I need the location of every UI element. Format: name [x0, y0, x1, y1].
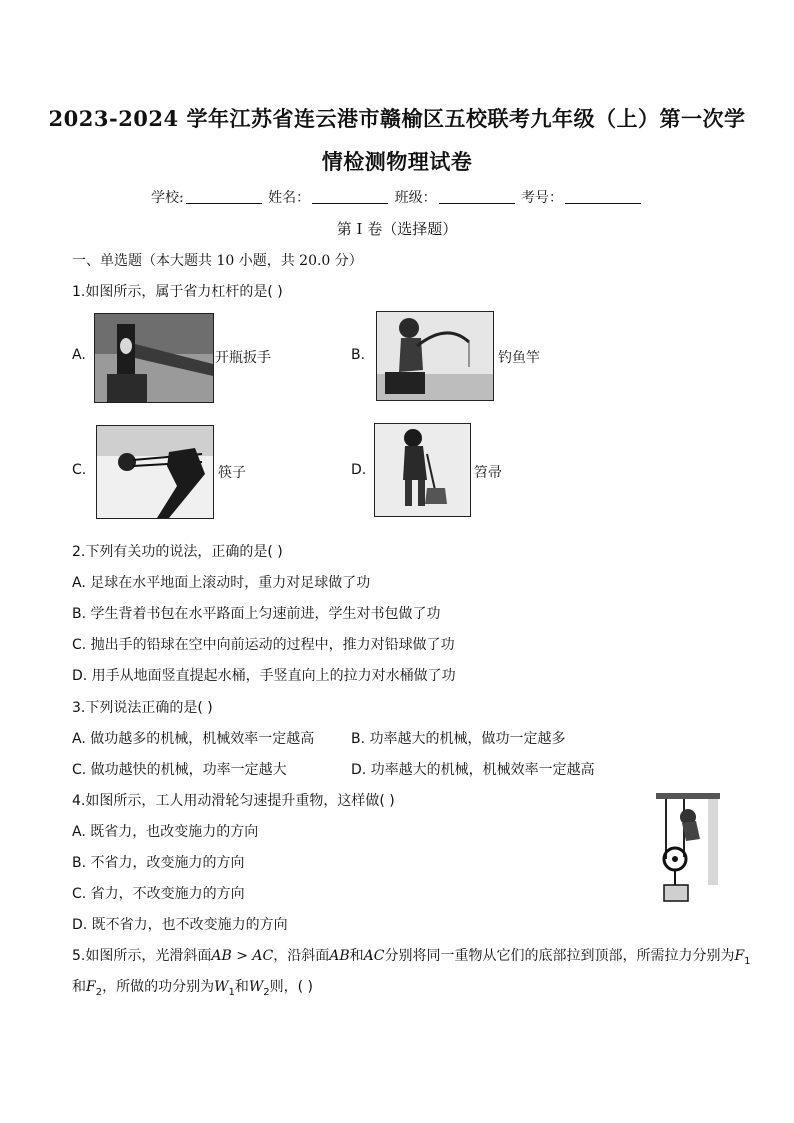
volume-heading: 第 I 卷（选择题）	[336, 220, 458, 238]
exam-title-line-2: 情检测物理试卷	[321, 149, 473, 174]
question-1-stem: 1.如图所示，属于省力杠杆的是( )	[72, 284, 283, 300]
q5-ab-gt-ac: AB > AC	[211, 948, 274, 964]
question-3-stem: 3.下列说法正确的是( )	[72, 700, 213, 716]
q5-text-5: 和	[72, 979, 86, 995]
q5-f2-sub: 2	[95, 986, 103, 998]
q5-w1: W	[214, 979, 229, 995]
name-label: 姓名：	[268, 190, 311, 206]
section-heading: 一、单选题（本大题共 10 小题，共 20.0 分）	[72, 253, 363, 269]
q1-option-d-caption: 笤帚	[474, 465, 502, 481]
q5-text-6: ，所做的功分别为	[102, 979, 215, 995]
q1-option-d-letter[interactable]: D.	[351, 462, 367, 478]
q4-option-c[interactable]: C. 省力，不改变施力的方向	[72, 886, 245, 902]
fishing-rod-photo	[376, 311, 494, 401]
chopsticks-photo	[96, 425, 214, 519]
q5-text-1: 5.如图所示，光滑斜面	[72, 948, 212, 964]
exam-number-blank[interactable]	[565, 191, 641, 204]
q3-option-c[interactable]: C. 做功越快的机械，功率一定越大	[72, 762, 287, 778]
q5-text-4: 分别将同一重物从它们的底部拉到顶部，所需拉力分别为	[384, 948, 735, 964]
q1-option-c-letter[interactable]: C.	[72, 462, 87, 478]
bottle-opener-photo	[94, 313, 214, 403]
class-blank[interactable]	[439, 191, 515, 204]
q5-text-3: 和	[349, 948, 364, 964]
q1-option-b-letter[interactable]: B.	[351, 347, 366, 363]
question-4-stem: 4.如图所示，工人用动滑轮匀速提升重物，这样做( )	[72, 793, 395, 809]
q5-ab: AB	[329, 948, 350, 964]
school-label: 学校:	[150, 190, 184, 206]
class-label: 班级：	[394, 190, 437, 206]
q1-option-a-caption: 开瓶扳手	[215, 350, 271, 366]
q5-f2: F	[86, 979, 96, 995]
q2-option-b[interactable]: B. 学生背着书包在水平路面上匀速前进，学生对书包做了功	[72, 606, 441, 622]
q1-option-b-caption: 钓鱼竿	[498, 350, 540, 366]
question-5-line-2	[72, 976, 313, 998]
q1-option-c-caption: 筷子	[218, 465, 246, 481]
broom-photo	[374, 423, 471, 517]
q4-option-d[interactable]: D. 既不省力，也不改变施力的方向	[72, 917, 288, 933]
q5-w2-sub: 2	[263, 986, 270, 998]
question-2-stem: 2.下列有关功的说法，正确的是( )	[72, 544, 283, 560]
exam-title-line-1: 2023-2024 学年江苏省连云港市赣榆区五校联考九年级（上）第一次学	[48, 106, 746, 131]
q1-option-a-letter[interactable]: A.	[72, 347, 86, 363]
q5-f1: F	[734, 948, 745, 964]
q3-option-d[interactable]: D. 功率越大的机械，机械效率一定越高	[351, 762, 595, 778]
q5-w1-sub: 1	[228, 986, 235, 998]
q2-option-d[interactable]: D. 用手从地面竖直提起水桶，手竖直向上的拉力对水桶做了功	[72, 668, 456, 684]
student-info-row	[0, 187, 794, 207]
name-blank[interactable]	[312, 191, 388, 204]
school-blank[interactable]	[186, 191, 262, 204]
q5-ac: AC	[363, 948, 385, 964]
question-5-line-1	[72, 945, 751, 967]
q2-option-a[interactable]: A. 足球在水平地面上滚动时，重力对足球做了功	[72, 575, 371, 591]
q3-option-a[interactable]: A. 做功越多的机械，机械效率一定越高	[72, 731, 315, 747]
q5-text-8: 则，( )	[269, 979, 313, 995]
q5-text-7: 和	[234, 979, 249, 995]
q4-option-a[interactable]: A. 既省力，也改变施力的方向	[72, 824, 259, 840]
q3-option-b[interactable]: B. 功率越大的机械，做功一定越多	[351, 731, 566, 747]
q4-option-b[interactable]: B. 不省力，改变施力的方向	[72, 855, 245, 871]
pulley-figure	[656, 793, 720, 905]
q5-w2: W	[248, 979, 264, 995]
q2-option-c[interactable]: C. 抛出手的铅球在空中向前运动的过程中，推力对铅球做了功	[72, 637, 455, 653]
q5-text-2: ，沿斜面	[273, 948, 330, 964]
q5-f1-sub: 1	[744, 955, 751, 967]
exam-number-label: 考号：	[521, 190, 564, 206]
